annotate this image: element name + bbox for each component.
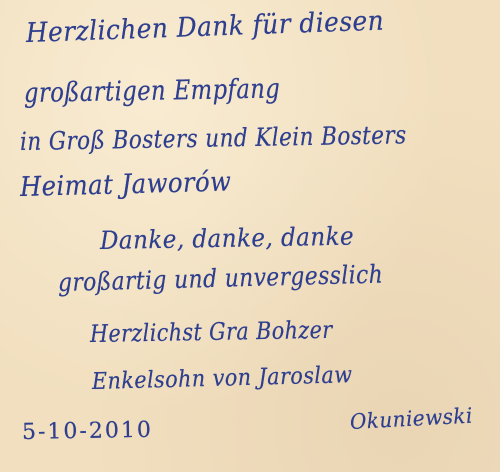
note-line-surname: Okuniewski — [349, 403, 474, 434]
note-line-signature: Herzlichst Gra Bohzer — [89, 315, 333, 348]
note-date: 5-10-2010 — [21, 417, 154, 445]
note-line-reception: großartigen Empfang — [23, 73, 281, 109]
note-line-greeting: Herzlichen Dank für diesen — [25, 5, 385, 49]
note-line-homeland: Heimat Jaworów — [19, 166, 232, 203]
note-line-thanks: Danke, danke, danke — [99, 221, 355, 255]
note-line-places: in Groß Bosters und Klein Bosters — [19, 120, 407, 156]
note-line-grandson: Enkelsohn von Jaroslaw — [91, 362, 353, 395]
note-line-unforgettable: großartig und unvergesslich — [57, 259, 384, 297]
